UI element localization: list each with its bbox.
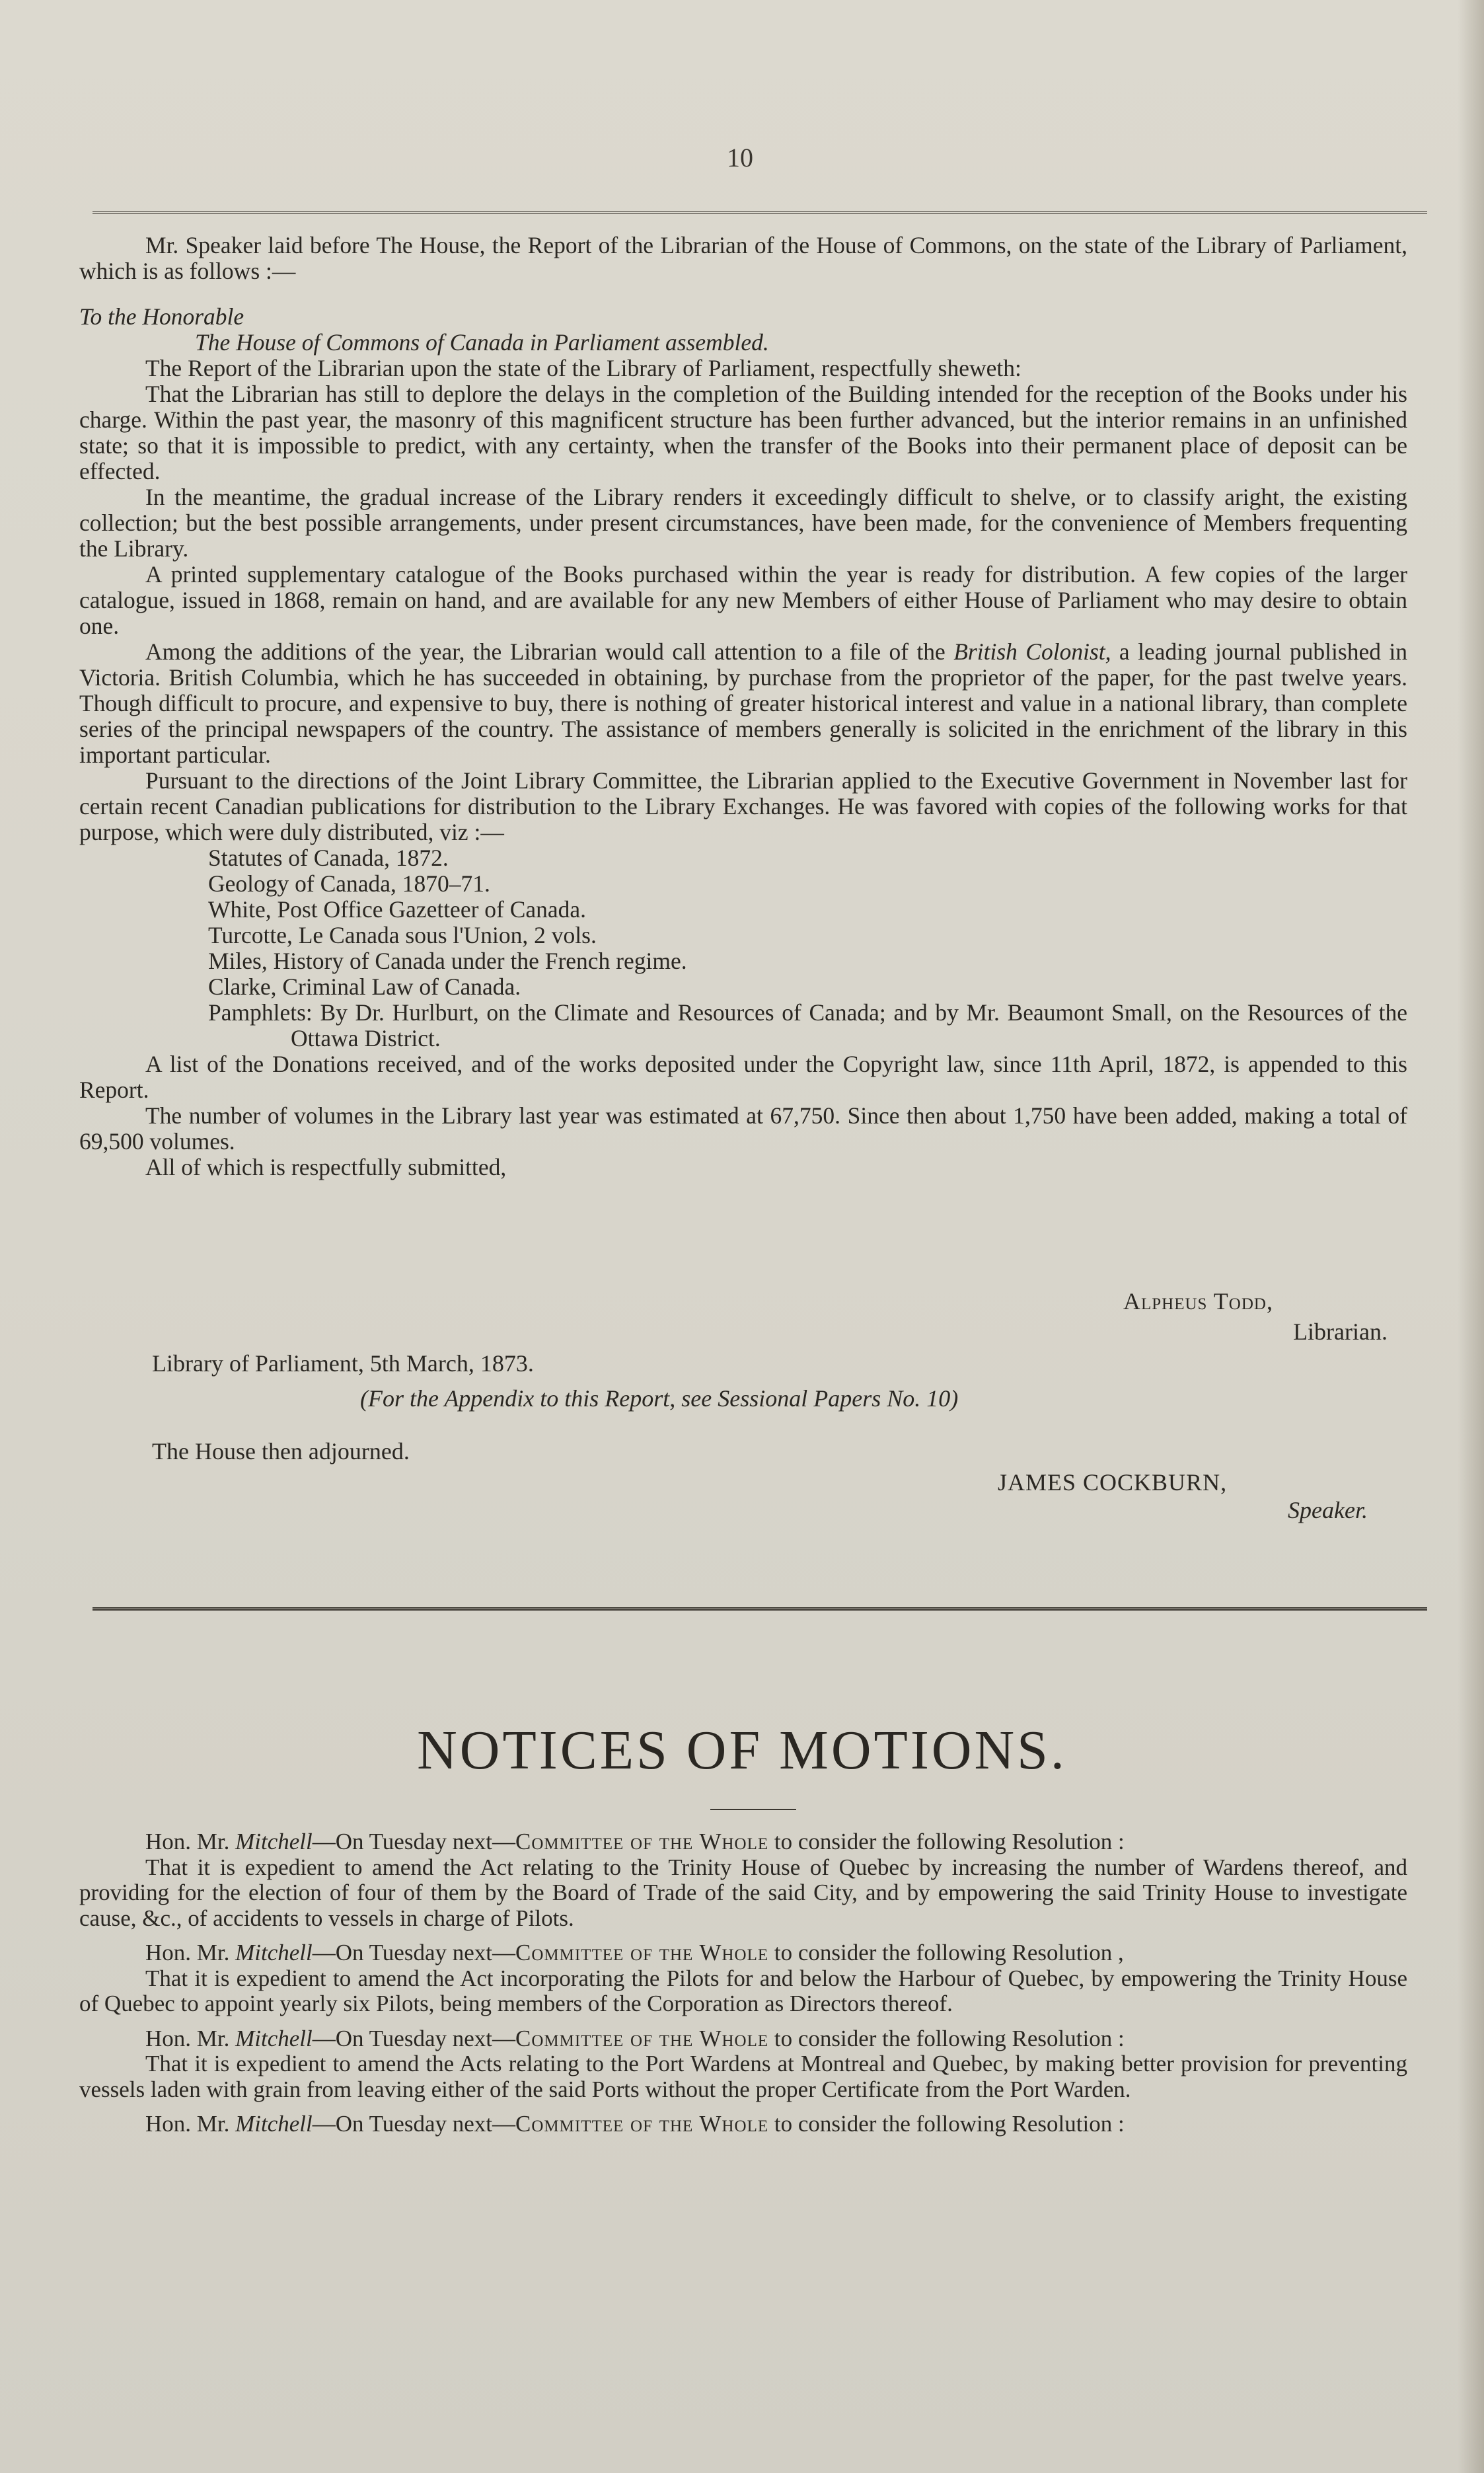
mover-name: Mitchell	[235, 1940, 313, 1965]
page-edge-shadow	[1458, 0, 1484, 2473]
report-paragraph-pursuant: Pursuant to the directions of the Joint Library Committee, the Librarian applied to the Executive Government in November last for certain recent Canadian publications for distribution to the Library Exchanges. He was favored with copies of the following works for that purpose, which were duly distributed, viz :—	[79, 767, 1407, 845]
report-paragraph: A printed supplementary catalogue of the Books purchased within the year is ready for distribution. A few copies of the larger catalogue, issued in 1868, remain on hand, and are available for any new Members of either House of Parliament who may desire to obtain one.	[79, 561, 1407, 639]
notice-item	[79, 2112, 1407, 2137]
speaker-name: JAMES COCKBURN,	[998, 1469, 1228, 1496]
signature-title: Librarian.	[1293, 1318, 1388, 1345]
librarian-signature	[1123, 1287, 1388, 1346]
report-intro: Mr. Speaker laid before The House, the Report of the Librarian of the House of Commons, on the state of the Library of Parliament, which is as follows :—	[79, 232, 1407, 284]
notice-heading-line: Hon. Mr. Mitchell—On Tuesday next—Committee of the Whole to consider the following Resolution :	[145, 2025, 1125, 2051]
salutation-line-2: The House of Commons of Canada in Parliament assembled.	[195, 329, 769, 356]
works-list-item: Turcotte, Le Canada sous l'Union, 2 vols.	[208, 922, 597, 948]
notice-heading-line: Hon. Mr. Mitchell—On Tuesday next—Committee of the Whole to consider the following Resolution :	[145, 1829, 1125, 1854]
mover-name: Mitchell	[235, 2111, 313, 2137]
notice-resolution: That it is expedient to amend the Act relating to the Trinity House of Quebec by increasing the number of Wardens thereof, and providing for the election of four of them by the Board of Trade of the said City, and by empowering the said Trinity House to investigate cause, &c., of accidents to vessels in charge of Pilots.	[79, 1854, 1407, 1931]
committee-label: Committee of the Whole	[515, 2025, 769, 2051]
report-paragraph: In the meantime, the gradual increase of the Library renders it exceedingly difficult to shelve, or to classify aright, the existing collection; but the best possible arrangements, under present circumstances, have been made, for the convenience of Members frequenting the Library.	[79, 484, 1407, 562]
adjourned-line: The House then adjourned.	[152, 1438, 410, 1465]
works-list-item: Geology of Canada, 1870–71.	[208, 870, 490, 897]
notice-item	[79, 1940, 1407, 2017]
salutation-line-1: To the Honorable	[79, 303, 244, 330]
works-list-item: White, Post Office Gazetteer of Canada.	[208, 896, 587, 923]
newspaper-title: British Colonist,	[953, 638, 1111, 665]
report-paragraph-colonist: Among the additions of the year, the Librarian would call attention to a file of the British Colonist, a leading journal published in Victoria. British Columbia, which he has succeeded in obtaining, by purchase from the proprietor of the paper, for the past twelve years. Though difficult to procure, and expensive to buy, there is nothing of greater historical interest and value in a national library, than complete series of the principal newspapers of the country. The assistance of members generally is solicited in the enrichment of the library in this important particular.	[79, 638, 1407, 768]
mover-name: Mitchell	[235, 1829, 313, 1854]
signature-name: Alpheus Todd,	[1123, 1288, 1273, 1314]
notice-item	[79, 1829, 1407, 1931]
mover-name: Mitchell	[235, 2025, 313, 2051]
notices-heading: NOTICES OF MOTIONS.	[417, 1720, 1067, 1781]
notice-heading-line: Hon. Mr. Mitchell—On Tuesday next—Committee of the Whole to consider the following Resolution :	[145, 2111, 1125, 2137]
committee-label: Committee of the Whole	[515, 1829, 769, 1854]
header-rule	[93, 211, 1427, 214]
speaker-title: Speaker.	[1288, 1497, 1368, 1523]
report-paragraph-donations: A list of the Donations received, and of the works deposited under the Copyright law, since 11th April, 1872, is appended to this Report.	[79, 1051, 1407, 1103]
notices-list	[79, 1829, 1407, 2137]
librarian-report	[79, 233, 1407, 1180]
works-list-item: Statutes of Canada, 1872.	[208, 845, 449, 871]
report-paragraph: That the Librarian has still to deplore the delays in the completion of the Building intended for the reception of the Books under his charge. Within the past year, the masonry of this magnificent structure has been further advanced, but the interior remains in an unfinished state; so that it is impossible to predict, with any certainty, when the transfer of the Books into their permanent place of deposit can be effected.	[79, 381, 1407, 484]
report-closing: All of which is respectfully submitted,	[145, 1154, 507, 1180]
works-list-item: Clarke, Criminal Law of Canada.	[208, 973, 521, 1000]
section-rule	[93, 1607, 1427, 1611]
page-number: 10	[727, 143, 753, 172]
works-list-item: Pamphlets: By Dr. Hurlburt, on the Climate and Resources of Canada; and by Mr. Beaumont Small, on the Resources of the Ottawa District.	[208, 999, 1407, 1051]
report-paragraph-volumes: The number of volumes in the Library last year was estimated at 67,750. Since then about 1,750 have been added, making a total of 69,500 volumes.	[79, 1102, 1407, 1155]
heading-underline	[710, 1809, 796, 1810]
notice-item	[79, 2026, 1407, 2103]
speaker-signature	[998, 1468, 1368, 1524]
notice-resolution: That it is expedient to amend the Act incorporating the Pilots for and below the Harbour of Quebec, by empowering the Trinity House of Quebec to appoint yearly six Pilots, being members of the Corporation as Directors thereof.	[79, 1965, 1407, 2016]
notice-resolution: That it is expedient to amend the Acts relating to the Port Wardens at Montreal and Quebec, by making better provision for preventing vessels laden with grain from leaving either of the said Ports without the proper Certificate from the Port Warden.	[79, 2051, 1407, 2102]
committee-label: Committee of the Whole	[515, 1940, 769, 1965]
report-paragraph: The Report of the Librarian upon the state of the Library of Parliament, respectfully sheweth:	[145, 355, 1021, 381]
works-list-item: Miles, History of Canada under the French regime.	[208, 948, 687, 974]
committee-label: Committee of the Whole	[515, 2111, 769, 2137]
notice-heading-line: Hon. Mr. Mitchell—On Tuesday next—Committee of the Whole to consider the following Resolution ,	[145, 1940, 1124, 1965]
date-line: Library of Parliament, 5th March, 1873.	[152, 1350, 534, 1377]
appendix-note: (For the Appendix to this Report, see Sessional Papers No. 10)	[360, 1385, 959, 1412]
